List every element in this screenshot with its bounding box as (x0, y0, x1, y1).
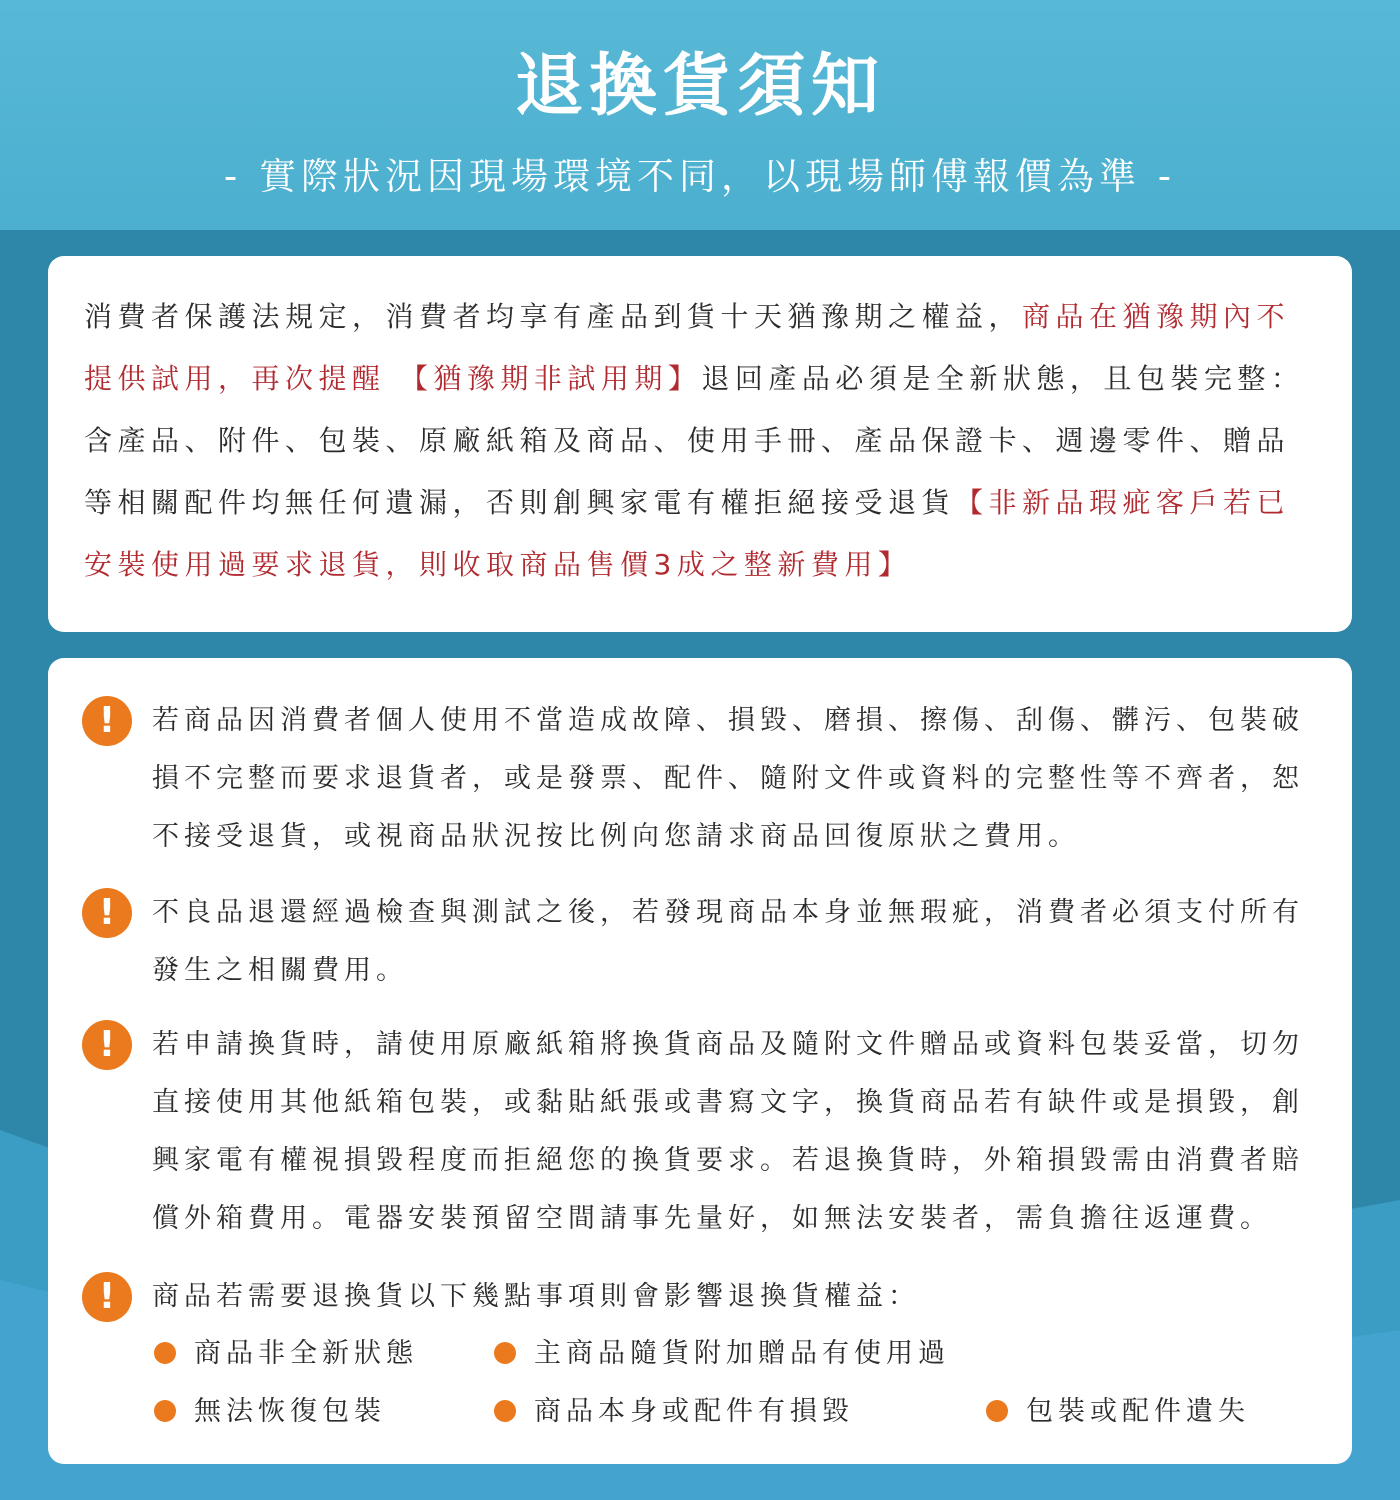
policy-text-1: 消費者保護法規定，消費者均享有產品到貨十天猶豫期之權益， (84, 300, 1023, 333)
bullet-label: 商品本身或配件有損毀 (534, 1396, 854, 1427)
bullet-label: 主商品隨貨附加贈品有使用過 (534, 1338, 950, 1369)
notice-item (82, 884, 1332, 1004)
bullet-dot-icon (494, 1342, 516, 1364)
bullet-label: 包裝或配件遺失 (1026, 1396, 1250, 1427)
bullet-item (154, 1392, 386, 1432)
bullet-item (494, 1334, 950, 1374)
bullet-item (154, 1334, 418, 1374)
bullet-label: 商品非全新狀態 (194, 1338, 418, 1369)
policy-text-2: 退回產品必須是全新狀態，且包裝完整：含產品、附件、包裝、原廠紙箱及商品、使用手冊、產品保證卡、週邊零件、贈品等相關配件均無任何遺漏，否則創興家電有權拒絕接受退貨 (84, 362, 1305, 519)
notice-item (82, 1016, 1332, 1256)
exclamation-icon: ! (82, 888, 132, 938)
notice-item (82, 692, 1332, 872)
exclamation-icon: ! (82, 696, 132, 746)
notices-card (48, 658, 1352, 1464)
page-title: 退換貨須知 (514, 47, 885, 126)
bullet-dot-icon (986, 1400, 1008, 1422)
notice-item (82, 1268, 1332, 1328)
notice-text: 若申請換貨時，請使用原廠紙箱將換貨商品及隨附文件贈品或資料包裝妥當，切勿直接使用其他紙箱包裝，或黏貼紙張或書寫文字，換貨商品若有缺件或是損毀，創興家電有權視損毀程度而拒絕您的換貨要求。若退換貨時，外箱損毀需由消費者賠償外箱費用。電器安裝預留空間請事先量好，如無法安裝者，需負擔往返運費。 (152, 1029, 1304, 1234)
notice-text: 不良品退還經過檢查與測試之後，若發現商品本身並無瑕疵，消費者必須支付所有發生之相關費用。 (152, 897, 1304, 986)
policy-text-red-1: 商品在猶豫期內不提供試用，再次提醒 【猶豫期非試用期】 (84, 300, 1291, 395)
bullet-dot-icon (154, 1400, 176, 1422)
exclamation-icon: ! (82, 1020, 132, 1070)
header-banner (0, 0, 1400, 230)
notice-text: 若商品因消費者個人使用不當造成故障、損毀、磨損、擦傷、刮傷、髒污、包裝破損不完整而要求退貨者，或是發票、配件、隨附文件或資料的完整性等不齊者，恕不接受退貨，或視商品狀況按比例向您請求商品回復原狀之費用。 (152, 705, 1304, 852)
page-subtitle: - 實際狀況因現場環境不同，以現場師傅報價為準 - (223, 155, 1177, 198)
policy-paragraph (84, 286, 1316, 596)
bullet-dot-icon (494, 1400, 516, 1422)
bullet-dot-icon (154, 1342, 176, 1364)
exclamation-icon: ! (82, 1272, 132, 1322)
bullet-item (986, 1392, 1250, 1432)
policy-text-red-2: 【非新品瑕疵客戶若已安裝使用過要求退貨，則收取商品售價3成之整新費用】 (84, 486, 1291, 581)
bullet-label: 無法恢復包裝 (194, 1396, 386, 1427)
notice-text: 商品若需要退換貨以下幾點事項則會影響退換貨權益： (152, 1281, 920, 1312)
policy-card (48, 256, 1352, 632)
bullet-item (494, 1392, 854, 1432)
